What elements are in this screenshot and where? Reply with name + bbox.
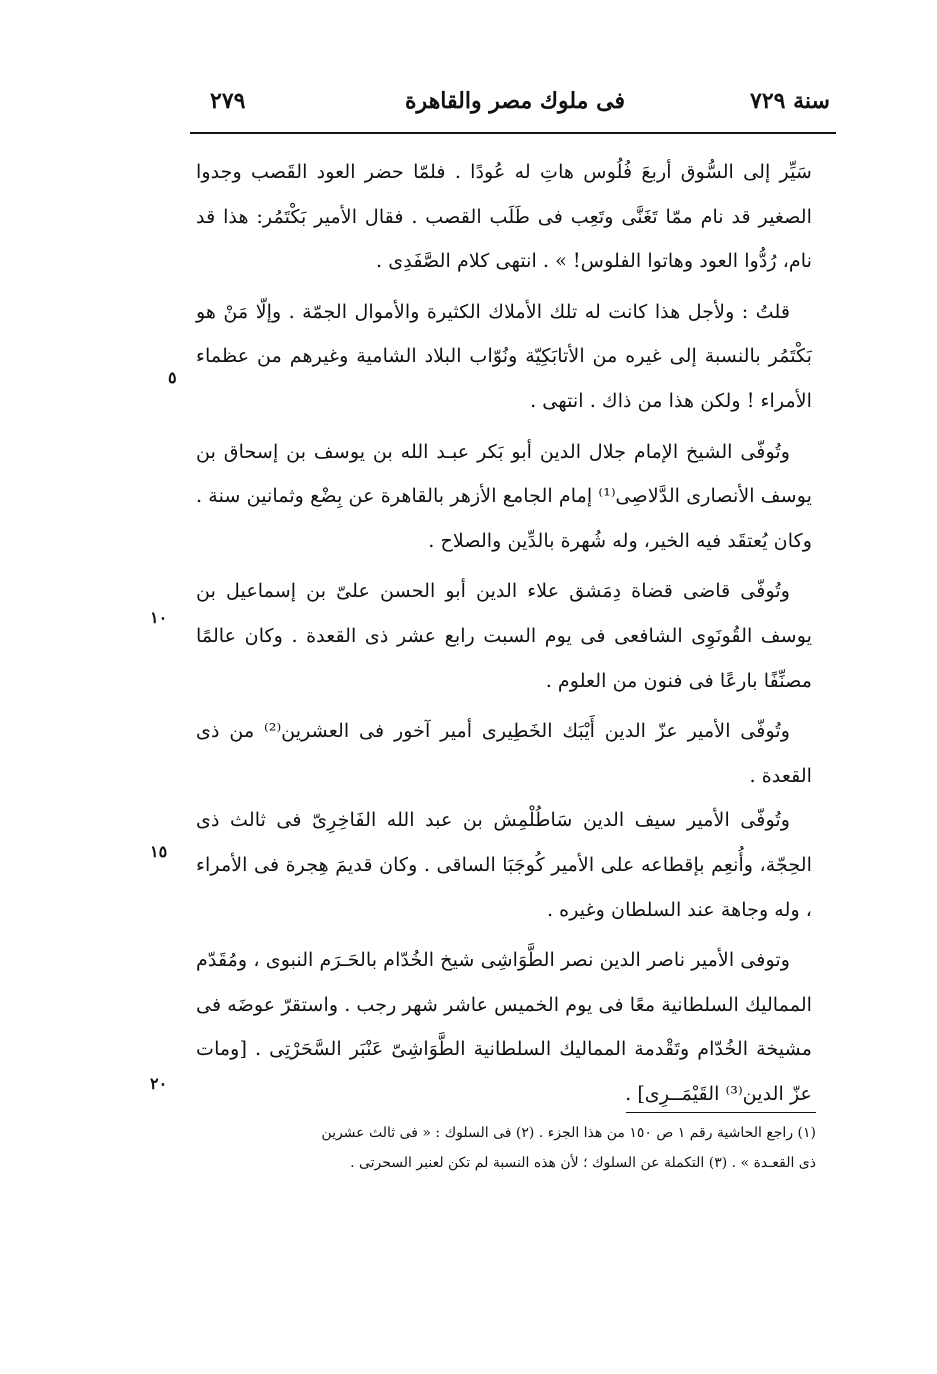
paragraph-1: سَيِّر إلى السُّوق أربعَ فُلُوس هاتِ له عُودًا . فلمّا حضر العود القَصب وجدوا الصغير قد نام ممّا تَغَنَّى وتَعِب فى طَلَب القصب . فقال الأمير بَكْتَمُر: هذا قد نام، رُدُّوا العود وهاتوا الفلوس! » . انتهى كلام الصَّفَدِى . xyxy=(196,160,812,273)
footnote-line-2: ذى القعـدة » . (٣) التكملة عن السلوك ؛ لأن هذه النسبة لم تكن لعنبر السحرتى . xyxy=(350,1155,816,1171)
page-number: ٢٧٩ xyxy=(210,88,246,114)
footnote-rule xyxy=(626,1112,816,1113)
paragraph-3: وتُوفّى الشيخ الإمام جلال الدين أبو بَكر عبـد الله بن يوسف بن إسحاق بن يوسف الأنصارى الدَّلاصِى⁽¹⁾ إمام الجامع الأزهر بالقاهرة عن بِضْع وثمانين سنة . وكان يُعتقَد فيه الخير، وله شُهرة بالدِّين والصلاح . xyxy=(196,439,812,552)
paragraph-2: قلتُ : ولأجل هذا كانت له تلك الأملاك الكثيرة والأموال الجمّة . وإلّا مَنْ هو بَكْتَمُر بالنسبة إلى غيره من الأتابَكِيّة ونُوّاب البلاد الشامية وغيرهم من عظماء الأمراء ! ولكن هذا من ذاك . انتهى . xyxy=(196,299,812,412)
line-number-15: ١٥ xyxy=(150,842,168,861)
footnotes xyxy=(196,1118,816,1178)
paragraph-7: وتوفى الأمير ناصر الدين نصر الطَّوَاشِى شيخ الخُدّام بالحَـرَم النبوى ، ومُقَدّم المماليك السلطانية معًا فى يوم الخميس عاشر شهر رجب . واستقرّ عوضَه فى مشيخة الخُدّام وتَقْدمة المماليك السلطانية الطَّوَاشِىّ عَنْبَر السَّحَرْتِى . [ومات عزّ الدين⁽³⁾ القَيْمَــرِى] . xyxy=(196,948,812,1105)
body-text xyxy=(196,150,812,1116)
line-number-5: ٥ xyxy=(168,368,177,387)
footnote-line-1: (١) راجع الحاشية رقم ١ ص ١٥٠ من هذا الجزء . (٢) فى السلوك : « فى ثالث عشرين xyxy=(321,1125,816,1141)
header-rule xyxy=(190,132,836,134)
header-title: فى ملوك مصر والقاهرة xyxy=(405,88,625,114)
line-number-10: ١٠ xyxy=(150,608,168,627)
header-year: سنة ٧٢٩ xyxy=(750,88,830,114)
paragraph-4: وتُوفّى قاضى قضاة دِمَشق علاء الدين أبو الحسن علىّ بن إسماعيل بن يوسف القُونَوِى الشافعى فى يوم السبت رابع عشر ذى القعدة . وكان عالمًا مصنِّفًا بارعًا فى فنون من العلوم . xyxy=(196,579,812,692)
line-number-20: ٢٠ xyxy=(150,1074,168,1093)
paragraph-6: وتُوفّى الأمير سيف الدين سَاطُلْمِش بن عبد الله الفَاخِرِىّ فى ثالث ذى الحِجّة، وأُنعِم بإقطاعه على الأمير كُوجَبَا الساقى . وكان قديمَ هِجرة فى الأمراء ، وله وجاهة عند السلطان وغيره . xyxy=(196,808,812,921)
paragraph-5: وتُوفّى الأمير عزّ الدين أَيْبَك الخَطِيرى أمير آخور فى العشرين⁽²⁾ من ذى القعدة . xyxy=(196,719,812,787)
running-header xyxy=(200,88,830,128)
